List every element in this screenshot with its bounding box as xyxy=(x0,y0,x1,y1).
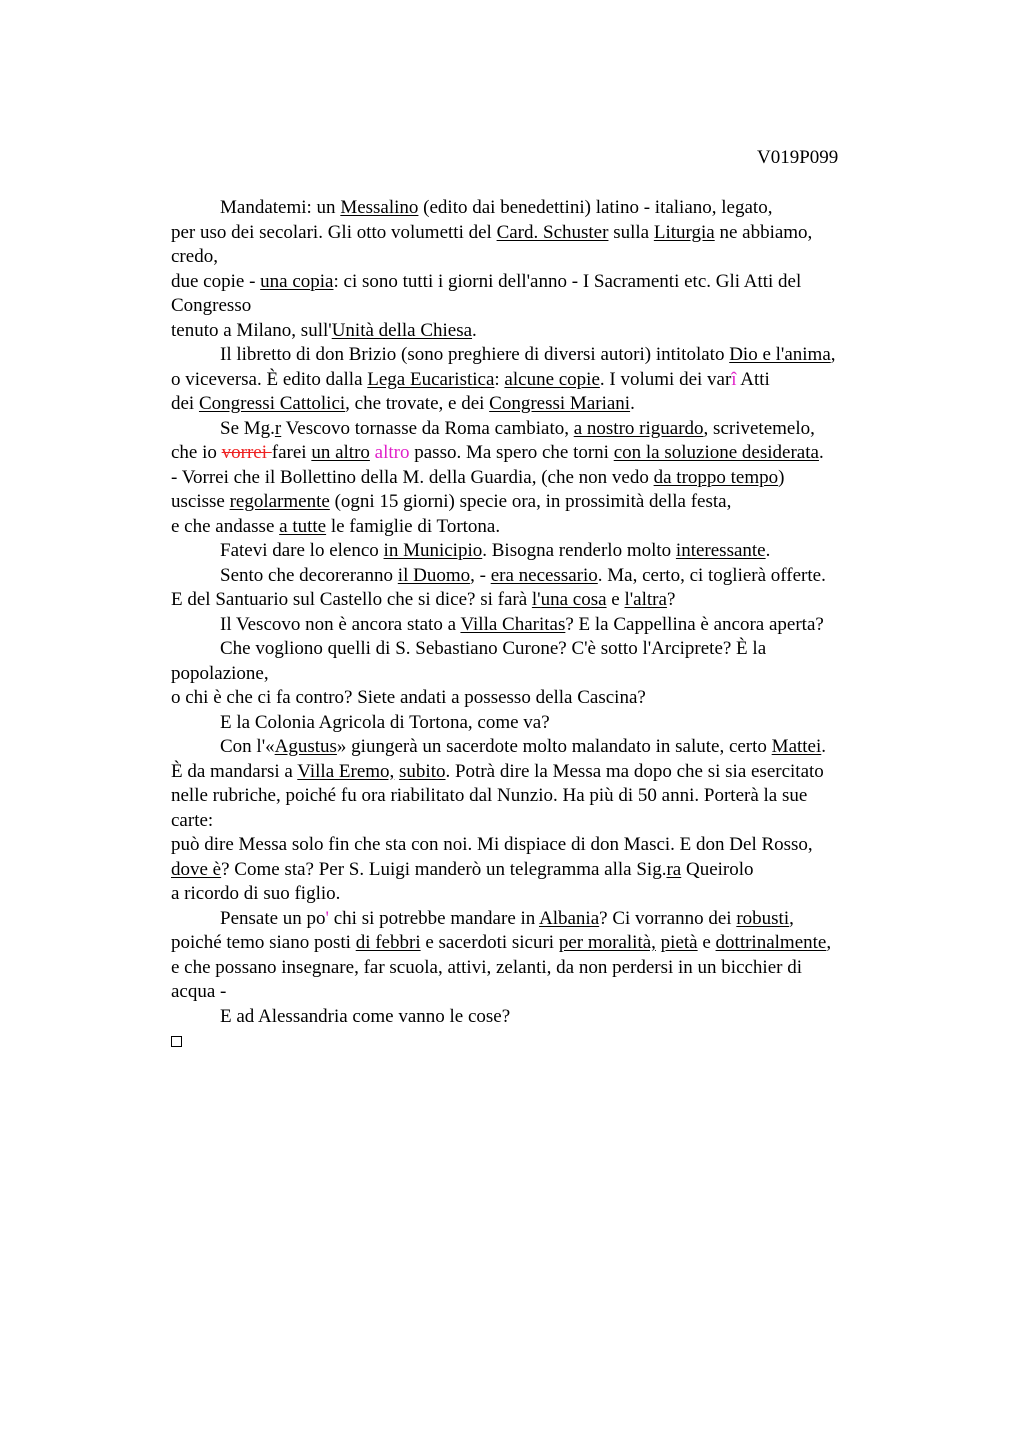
text-segment: o viceversa. È edito dalla xyxy=(171,368,368,390)
text-segment: ? Ci vorranno dei xyxy=(599,907,737,929)
text-segment: e che andasse xyxy=(171,515,280,537)
text-segment: . Potrà dire la Messa ma dopo che si sia esercitato xyxy=(445,760,824,782)
text-segment: È da mandarsi a xyxy=(171,760,298,782)
text-line xyxy=(171,270,891,295)
text-segment: ? Come sta? Per S. Luigi manderò un telegramma alla Sig. xyxy=(221,858,667,880)
underlined-text: Liturgia xyxy=(653,221,715,243)
text-line xyxy=(171,637,891,662)
text-line xyxy=(171,466,891,491)
text-segment: ) xyxy=(778,466,785,488)
text-segment: ne abbiamo, xyxy=(714,221,813,243)
underlined-text: subito xyxy=(399,760,446,782)
text-segment: , che trovate, e dei xyxy=(345,393,490,414)
text-segment: . xyxy=(472,319,477,341)
text-segment: . xyxy=(818,442,824,463)
text-segment: credo, xyxy=(171,246,218,267)
underlined-text: a nostro riguardo xyxy=(573,417,704,439)
text-segment: , xyxy=(826,932,832,953)
text-segment: due copie - xyxy=(171,270,261,292)
text-line xyxy=(171,490,891,515)
text-line xyxy=(171,931,891,956)
underlined-text: Agustus xyxy=(274,736,337,757)
text-segment: per uso dei secolari. Gli otto volumetti del xyxy=(171,221,497,243)
underlined-text: dottrinalmente xyxy=(715,932,827,953)
text-line xyxy=(171,245,891,270)
text-segment: , xyxy=(830,344,836,365)
empty-square-icon xyxy=(171,1036,182,1047)
text-segment: popolazione, xyxy=(171,662,269,684)
text-line xyxy=(171,539,891,564)
text-segment: e xyxy=(606,589,625,610)
end-marker-line xyxy=(171,1029,891,1054)
underlined-text: per moralità, xyxy=(558,932,656,953)
text-segment: Atti xyxy=(736,368,770,390)
text-segment: Queirolo xyxy=(681,858,754,880)
text-segment: Vescovo tornasse da Roma cambiato, xyxy=(281,417,574,439)
text-segment: . xyxy=(630,393,635,414)
text-segment: sulla xyxy=(608,221,654,243)
underlined-text: Dio e l'anima xyxy=(729,344,831,365)
underlined-text: Messalino xyxy=(340,197,419,218)
underlined-text: l'una cosa xyxy=(531,589,607,610)
text-segment: Sento che decoreranno xyxy=(220,564,398,586)
text-line xyxy=(171,833,891,858)
text-segment: Mandatemi: un xyxy=(220,197,341,218)
text-segment: Congresso xyxy=(171,295,252,316)
text-segment: e che possano insegnare, far scuola, attivi, zelanti, da non perdersi in un bicchier di xyxy=(171,956,802,978)
underlined-text: a tutte xyxy=(279,515,327,537)
text-segment: : ci sono tutti i giorni dell'anno - I Sacramenti etc. Gli Atti del xyxy=(333,270,802,292)
underlined-text: interessante xyxy=(675,540,766,561)
text-line xyxy=(171,907,891,932)
text-segment: ? E la Cappellina è ancora aperta? xyxy=(565,613,824,635)
underlined-text: r xyxy=(274,417,282,439)
underlined-text: alcune copie xyxy=(504,368,600,390)
text-segment: . Bisogna renderlo molto xyxy=(482,540,676,561)
underlined-text: l'altra xyxy=(624,589,667,610)
text-line xyxy=(171,392,891,417)
text-segment: dei xyxy=(171,393,199,414)
text-segment: . xyxy=(821,736,827,757)
underlined-text: Albania xyxy=(538,907,600,929)
text-segment: carte: xyxy=(171,809,214,831)
text-line xyxy=(171,809,891,834)
text-segment: Che vogliono quelli di S. Sebastiano Curone? C'è sotto l'Arciprete? È la xyxy=(220,638,767,659)
text-segment: a ricordo di suo figlio. xyxy=(171,883,341,904)
text-segment: Se Mg. xyxy=(220,417,275,439)
text-segment: E ad Alessandria come vanno le cose? xyxy=(220,1005,511,1027)
inserted-text: î xyxy=(731,368,737,390)
text-segment: Con l'« xyxy=(220,736,275,757)
text-segment: E del Santuario sul Castello che si dice? si farà xyxy=(171,589,532,610)
letter-body xyxy=(171,196,891,1054)
text-segment: » giungerà un sacerdote molto malandato in salute, certo xyxy=(336,736,772,757)
text-line xyxy=(171,196,891,221)
text-segment: Fatevi dare lo elenco xyxy=(220,540,384,561)
underlined-text: ra xyxy=(666,858,682,880)
text-line xyxy=(171,711,891,736)
text-segment: nelle rubriche, poiché fu ora riabilitato dal Nunzio. Ha più di 50 anni. Porterà la sue xyxy=(171,785,808,806)
text-line xyxy=(171,1005,891,1030)
text-line xyxy=(171,515,891,540)
text-line xyxy=(171,858,891,883)
text-segment: , scrivetemelo, xyxy=(703,417,815,439)
text-line xyxy=(171,221,891,246)
text-line xyxy=(171,294,891,319)
underlined-text: Card. Schuster xyxy=(496,221,609,243)
text-segment: : xyxy=(494,368,505,390)
text-segment: acqua - xyxy=(171,981,227,1002)
text-line xyxy=(171,319,891,344)
text-segment: uscisse xyxy=(171,491,230,512)
underlined-text: era necessario xyxy=(490,564,598,586)
inserted-text: ' xyxy=(325,907,329,929)
underlined-text: Villa Charitas xyxy=(460,613,566,635)
text-segment: le famiglie di Tortona. xyxy=(326,515,501,537)
text-segment: Il libretto di don Brizio (sono preghiere di diversi autori) intitolato xyxy=(220,344,730,365)
text-segment: e sacerdoti sicuri xyxy=(420,932,559,953)
underlined-text: un altro xyxy=(311,442,370,463)
deleted-text: vorrei xyxy=(221,442,272,463)
underlined-text: dove è xyxy=(171,858,222,880)
underlined-text: di febbri xyxy=(355,932,421,953)
text-line xyxy=(171,760,891,785)
underlined-text: il Duomo xyxy=(397,564,471,586)
text-segment: che io xyxy=(171,442,222,463)
text-line xyxy=(171,735,891,760)
text-segment: ? xyxy=(666,589,676,610)
text-segment: tenuto a Milano, sull' xyxy=(171,319,332,341)
text-line xyxy=(171,441,891,466)
inserted-text: altro xyxy=(374,442,410,463)
text-segment: e xyxy=(697,932,716,953)
underlined-text: robusti xyxy=(736,907,790,929)
text-line xyxy=(171,784,891,809)
underlined-text: con la soluzione desiderata xyxy=(613,442,819,463)
text-line xyxy=(171,564,891,589)
text-segment: (ogni 15 giorni) specie ora, in prossimità della festa, xyxy=(329,491,732,512)
underlined-text: pietà xyxy=(660,932,698,953)
text-segment: chi si potrebbe mandare in xyxy=(328,907,539,929)
text-segment: o chi è che ci fa contro? Siete andati a possesso della Cascina? xyxy=(171,687,646,708)
text-line xyxy=(171,368,891,393)
text-segment: , - xyxy=(470,564,491,586)
text-line xyxy=(171,956,891,981)
text-segment: poiché temo siano posti xyxy=(171,932,356,953)
text-segment: . Ma, certo, ci toglierà offerte. xyxy=(597,564,826,586)
underlined-text: Unità della Chiesa xyxy=(331,319,473,341)
text-line xyxy=(171,343,891,368)
text-segment: (edito dai benedettini) latino - italiano, legato, xyxy=(418,197,773,218)
text-segment: passo. Ma spero che torni xyxy=(409,442,614,463)
text-line xyxy=(171,980,891,1005)
text-segment: può dire Messa solo fin che sta con noi. Mi dispiace di don Masci. E don Del Rosso, xyxy=(171,834,813,855)
underlined-text: Mattei xyxy=(771,736,822,757)
text-line xyxy=(171,662,891,687)
underlined-text: una copia xyxy=(260,270,334,292)
text-line xyxy=(171,588,891,613)
text-segment: E la Colonia Agricola di Tortona, come va? xyxy=(220,711,550,733)
text-segment: . xyxy=(765,540,771,561)
underlined-text: Congressi Mariani xyxy=(489,393,631,414)
text-segment: Pensate un po xyxy=(220,907,326,929)
document-reference-code: V019P099 xyxy=(757,147,839,168)
text-line xyxy=(171,417,891,442)
text-line xyxy=(171,613,891,638)
underlined-text: regolarmente xyxy=(229,491,330,512)
text-segment: , xyxy=(789,907,794,929)
text-segment: farei xyxy=(271,442,312,463)
underlined-text: in Municipio xyxy=(383,540,483,561)
underlined-text: Villa Eremo, xyxy=(297,760,395,782)
text-segment: - Vorrei che il Bollettino della M. della Guardia, (che non vedo xyxy=(171,466,654,488)
text-segment: Il Vescovo non è ancora stato a xyxy=(220,613,461,635)
underlined-text: Congressi Cattolici xyxy=(198,393,346,414)
underlined-text: da troppo tempo xyxy=(653,466,779,488)
text-line xyxy=(171,686,891,711)
text-segment: . I volumi dei var xyxy=(599,368,732,390)
text-line xyxy=(171,882,891,907)
underlined-text: Lega Eucaristica xyxy=(367,368,495,390)
